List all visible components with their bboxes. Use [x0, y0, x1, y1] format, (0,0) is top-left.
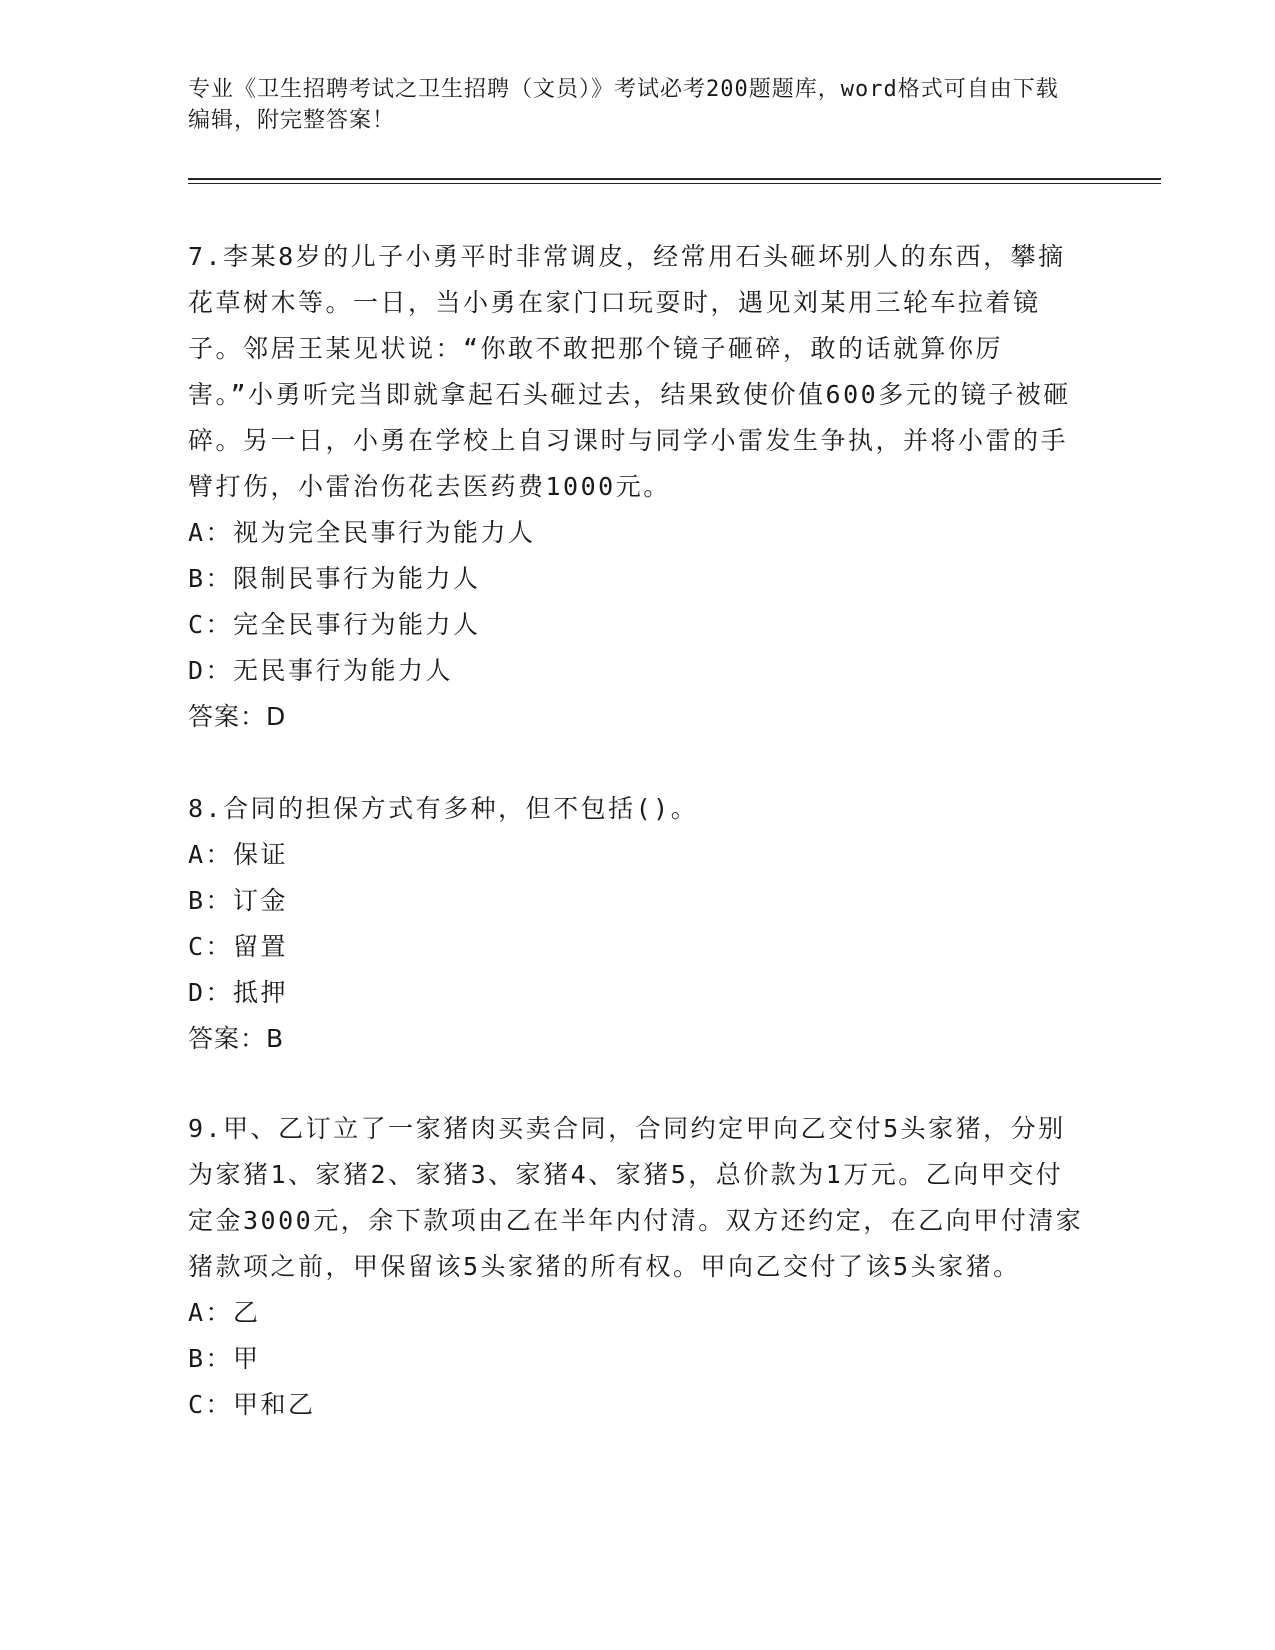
header-rule-thick	[188, 178, 1161, 180]
question-8	[188, 786, 1088, 1062]
question-stem: 8.合同的担保方式有多种，但不包括()。	[188, 794, 699, 823]
option-c: C：完全民事行为能力人	[188, 610, 481, 639]
option-d: D：无民事行为能力人	[188, 656, 454, 685]
option-b: B：订金	[188, 886, 289, 915]
option-c: C：留置	[188, 932, 289, 961]
answer-label: 答案：D	[188, 702, 287, 731]
question-stem: 7.李某8岁的儿子小勇平时非常调皮，经常用石头砸坏别人的东西，攀摘花草树木等。一日，当小勇在家门口玩耍时，遇见刘某用三轮车拉着镜子。邻居王某见状说：“你敢不敢把那个镜子砸碎，敢的话就算你厉害。”小勇听完当即就拿起石头砸过去，结果致使价值600多元的镜子被砸碎。另一日，小勇在学校上自习课时与同学小雷发生争执，并将小雷的手臂打伤，小雷治伤花去医药费1000元。	[188, 242, 1071, 501]
option-d: D：抵押	[188, 978, 289, 1007]
option-b: B：限制民事行为能力人	[188, 564, 481, 593]
option-c: C：甲和乙	[188, 1390, 316, 1419]
question-stem: 9.甲、乙订立了一家猪肉买卖合同，合同约定甲向乙交付5头家猪，分别为家猪1、家猪2、家猪3、家猪4、家猪5，总价款为1万元。乙向甲交付定金3000元，余下款项由乙在半年内付清。双方还约定，在乙向甲付清家猪款项之前，甲保留该5头家猪的所有权。甲向乙交付了该5头家猪。	[188, 1114, 1084, 1281]
question-7	[188, 234, 1088, 740]
answer-label: 答案：B	[188, 1024, 285, 1053]
header-rule-thin	[188, 183, 1161, 184]
question-9	[188, 1106, 1088, 1428]
option-a: A：乙	[188, 1298, 261, 1327]
document-header: 专业《卫生招聘考试之卫生招聘（文员）》考试必考200题题库，word格式可自由下载编辑，附完整答案！	[188, 77, 1059, 133]
option-a: A：视为完全民事行为能力人	[188, 518, 536, 547]
option-a: A：保证	[188, 840, 289, 869]
option-b: B：甲	[188, 1344, 261, 1373]
